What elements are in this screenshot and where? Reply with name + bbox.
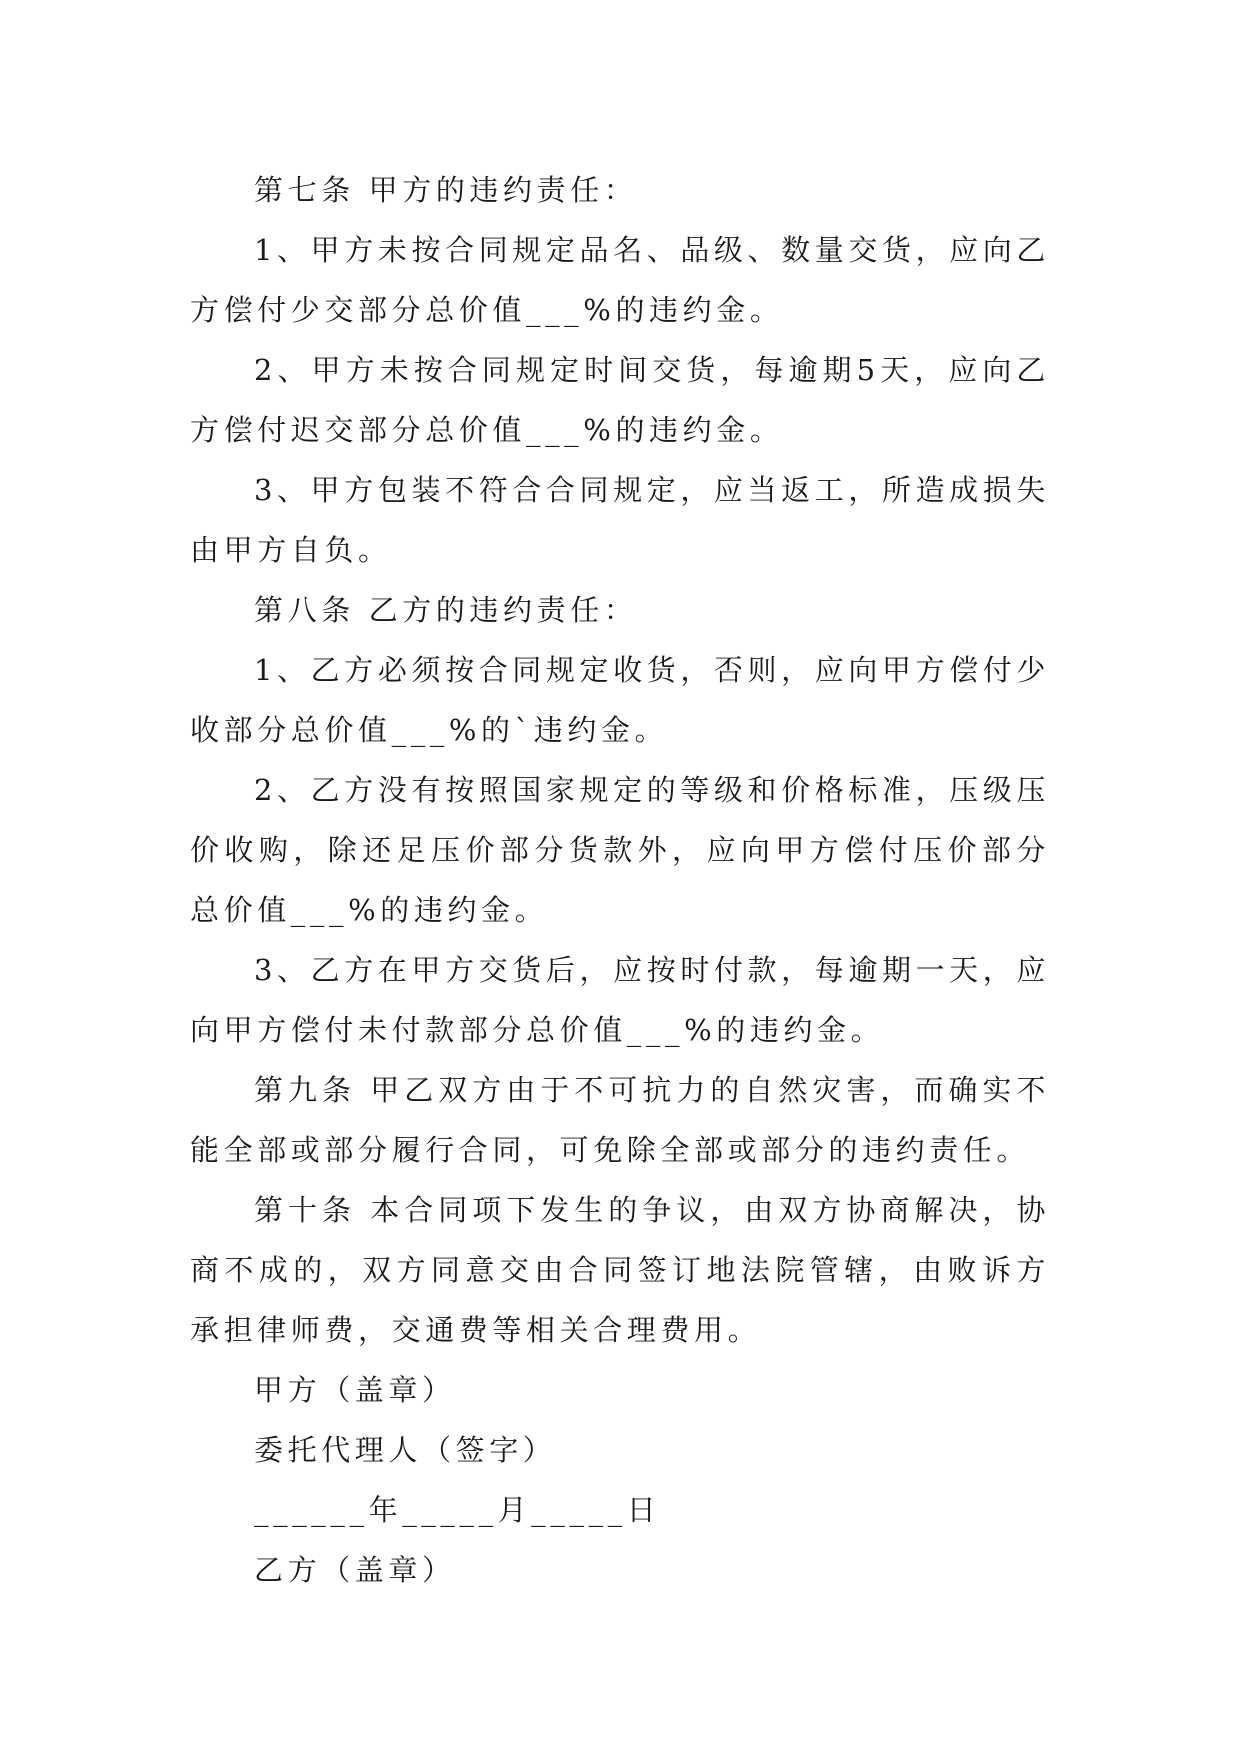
- document-body: [190, 160, 1050, 1600]
- article-8-clause-3: 3、乙方在甲方交货后，应按时付款，每逾期一天，应向甲方偿付未付款部分总价值___%的违约金。: [190, 953, 1050, 1047]
- article-8-heading: 第八条 乙方的违约责任：: [254, 593, 638, 627]
- article-10: 第十条 本合同项下发生的争议，由双方协商解决，协商不成的，双方同意交由合同签订地法院管辖，由败诉方承担律师费，交通费等相关合理费用。: [190, 1193, 1050, 1347]
- article-8-clause-2: 2、乙方没有按照国家规定的等级和价格标准，压级压价收购，除还足压价部分货款外，应向甲方偿付压价部分总价值___%的违约金。: [190, 773, 1050, 927]
- article-7-clause-1: 1、甲方未按合同规定品名、品级、数量交货，应向乙方偿付少交部分总价值___%的违约金。: [190, 233, 1050, 327]
- date-line: ______年_____月_____日: [254, 1493, 661, 1527]
- party-a-seal: 甲方（盖章）: [254, 1373, 456, 1407]
- article-9: 第九条 甲乙双方由于不可抗力的自然灾害，而确实不能全部或部分履行合同，可免除全部或部分的违约责任。: [190, 1073, 1050, 1167]
- article-7-clause-2: 2、甲方未按合同规定时间交货，每逾期5天，应向乙方偿付迟交部分总价值___%的违约金。: [190, 353, 1050, 447]
- article-7-clause-3: 3、甲方包装不符合合同规定，应当返工，所造成损失由甲方自负。: [190, 473, 1050, 567]
- article-8-clause-1: 1、乙方必须按合同规定收货，否则，应向甲方偿付少收部分总价值___%的`违约金。: [190, 653, 1050, 747]
- article-7-heading: 第七条 甲方的违约责任：: [254, 173, 638, 207]
- party-b-seal: 乙方（盖章）: [254, 1553, 456, 1587]
- agent-signature: 委托代理人（签字）: [254, 1433, 557, 1467]
